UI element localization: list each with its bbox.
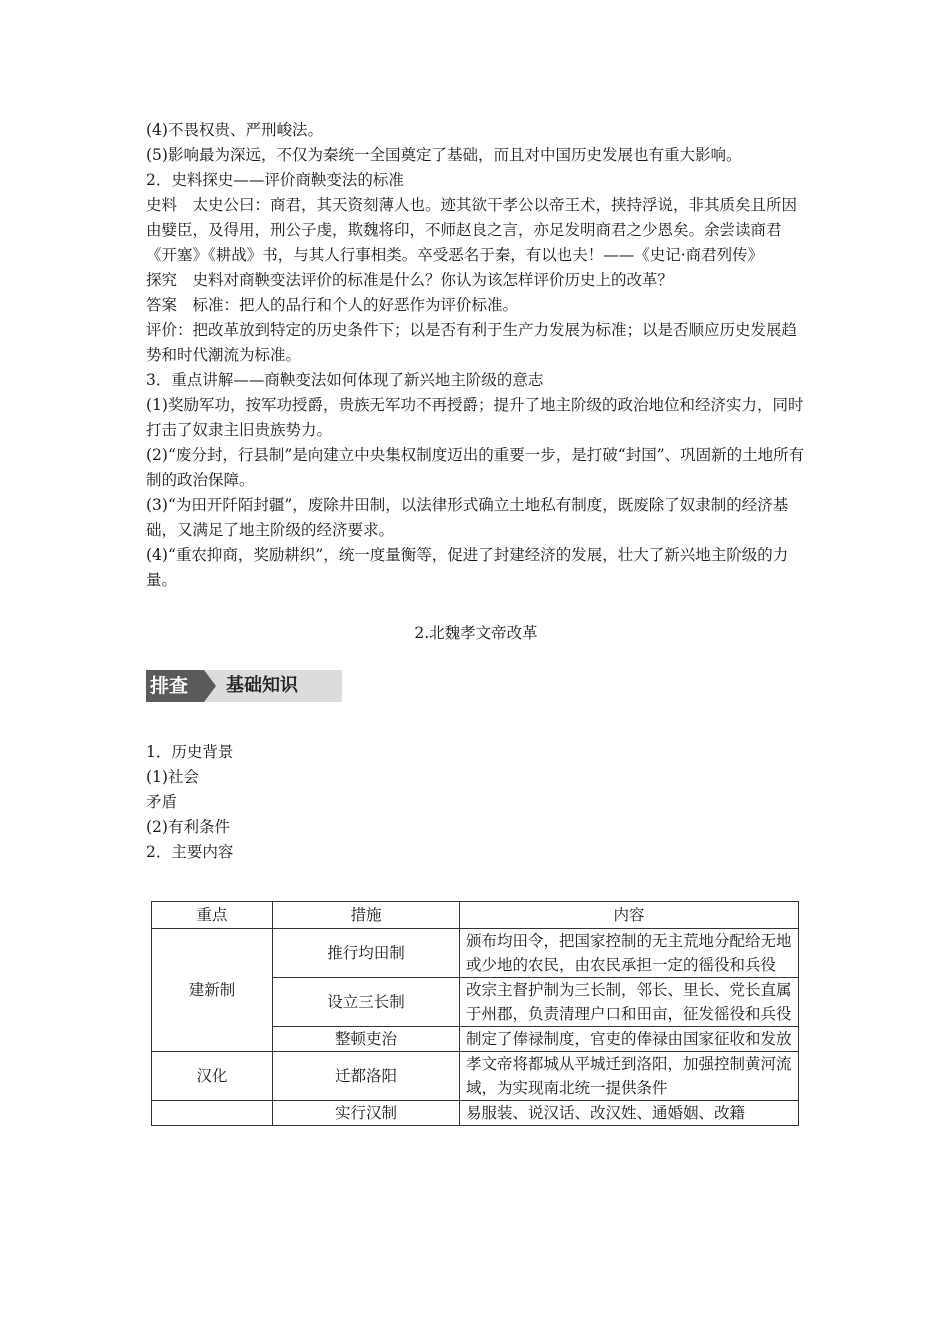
section-banner <box>146 670 342 702</box>
header-measure: 措施 <box>273 902 460 929</box>
basics-line: (2)有利条件 <box>146 818 230 836</box>
content-cell: 制定了俸禄制度，官吏的俸禄由国家征收和发放 <box>460 1027 799 1052</box>
measure-cell: 推行均田制 <box>273 929 460 978</box>
measure-cell: 迁都洛阳 <box>273 1052 460 1101</box>
answer-paragraph: 答案 标准：把人的品行和个人的好恶作为评价标准。 <box>146 296 519 314</box>
measure-cell: 设立三长制 <box>273 978 460 1027</box>
source-paragraph: 史料 太史公曰：商君，其天资刻薄人也。迹其欲干孝公以帝王术，挟持浮说，非其质矣且所因由嬖臣，及得用，刑公子虔，欺魏将印，不师赵良之言，亦足发明商君之少恩矣。余尝读商君《开塞》《耕战》书，与其人行事相类。卒受恶名于秦，有以也夫！——《史记·商君列传》 <box>146 196 798 264</box>
question-paragraph: 探究 史料对商鞅变法评价的标准是什么？你认为该怎样评价历史上的改革？ <box>146 271 674 289</box>
point-paragraph: (3)“为田开阡陌封疆”，废除井田制，以法律形式确立土地私有制度，既废除了奴隶制的经济基础，又满足了地主阶级的经济要求。 <box>146 496 789 539</box>
table-row <box>152 1101 799 1126</box>
basics-line: 矛盾 <box>146 793 178 811</box>
text-line: (5)影响最为深远，不仅为秦统一全国奠定了基础，而且对中国历史发展也有重大影响。 <box>146 146 742 164</box>
banner-dark-label: 排查 <box>146 670 204 702</box>
content-cell: 易服装、说汉话、改汉姓、通婚姻、改籍 <box>460 1101 799 1126</box>
point-paragraph: (2)“废分封，行县制”是向建立中央集权制度迈出的重要一步，是打破“封国”、巩固新的土地所有制的政治保障。 <box>146 446 805 489</box>
basics-line: 2．主要内容 <box>146 843 234 861</box>
table-row <box>152 929 799 978</box>
group-cell: 建新制 <box>152 929 273 1052</box>
header-focus: 重点 <box>152 902 273 929</box>
banner-label: 基础知识 <box>226 675 298 696</box>
section-heading: 3．重点讲解——商鞅变法如何体现了新兴地主阶级的意志 <box>146 371 544 389</box>
measure-cell: 实行汉制 <box>273 1101 460 1126</box>
point-paragraph: (1)奖励军功，按军功授爵，贵族无军功不再授爵；提升了地主阶级的政治地位和经济实力，同时打击了奴隶主旧贵族势力。 <box>146 396 804 439</box>
group-cell-empty <box>152 1101 273 1126</box>
evaluation-paragraph: 评价：把改革放到特定的历史条件下；以是否有利于生产力发展为标准；以是否顺应历史发展趋势和时代潮流为标准。 <box>146 321 798 364</box>
table-header-row <box>152 902 799 929</box>
table-row <box>152 1052 799 1101</box>
content-table <box>151 901 799 1126</box>
text-line: (4)不畏权贵、严刑峻法。 <box>146 121 323 139</box>
banner-arrow-icon <box>204 670 216 702</box>
point-paragraph: (4)“重农抑商，奖励耕织”，统一度量衡等，促进了封建经济的发展，壮大了新兴地主阶级的力量。 <box>146 546 789 589</box>
content-cell: 颁布均田令，把国家控制的无主荒地分配给无地或少地的农民，由农民承担一定的徭役和兵役 <box>460 929 799 978</box>
section-title: 2.北魏孝文帝改革 <box>414 624 538 642</box>
group-cell: 汉化 <box>152 1052 273 1101</box>
document-body <box>146 118 806 865</box>
basics-line: 1．历史背景 <box>146 743 234 761</box>
content-cell: 孝文帝将都城从平城迁到洛阳，加强控制黄河流域，为实现南北统一提供条件 <box>460 1052 799 1101</box>
content-cell: 改宗主督护制为三长制，邻长、里长、党长直属于州郡，负责清理户口和田亩，征发徭役和兵役 <box>460 978 799 1027</box>
basics-line: (1)社会 <box>146 768 199 786</box>
measure-cell: 整顿吏治 <box>273 1027 460 1052</box>
header-content: 内容 <box>460 902 799 929</box>
section-heading: 2．史料探史——评价商鞅变法的标准 <box>146 171 404 189</box>
